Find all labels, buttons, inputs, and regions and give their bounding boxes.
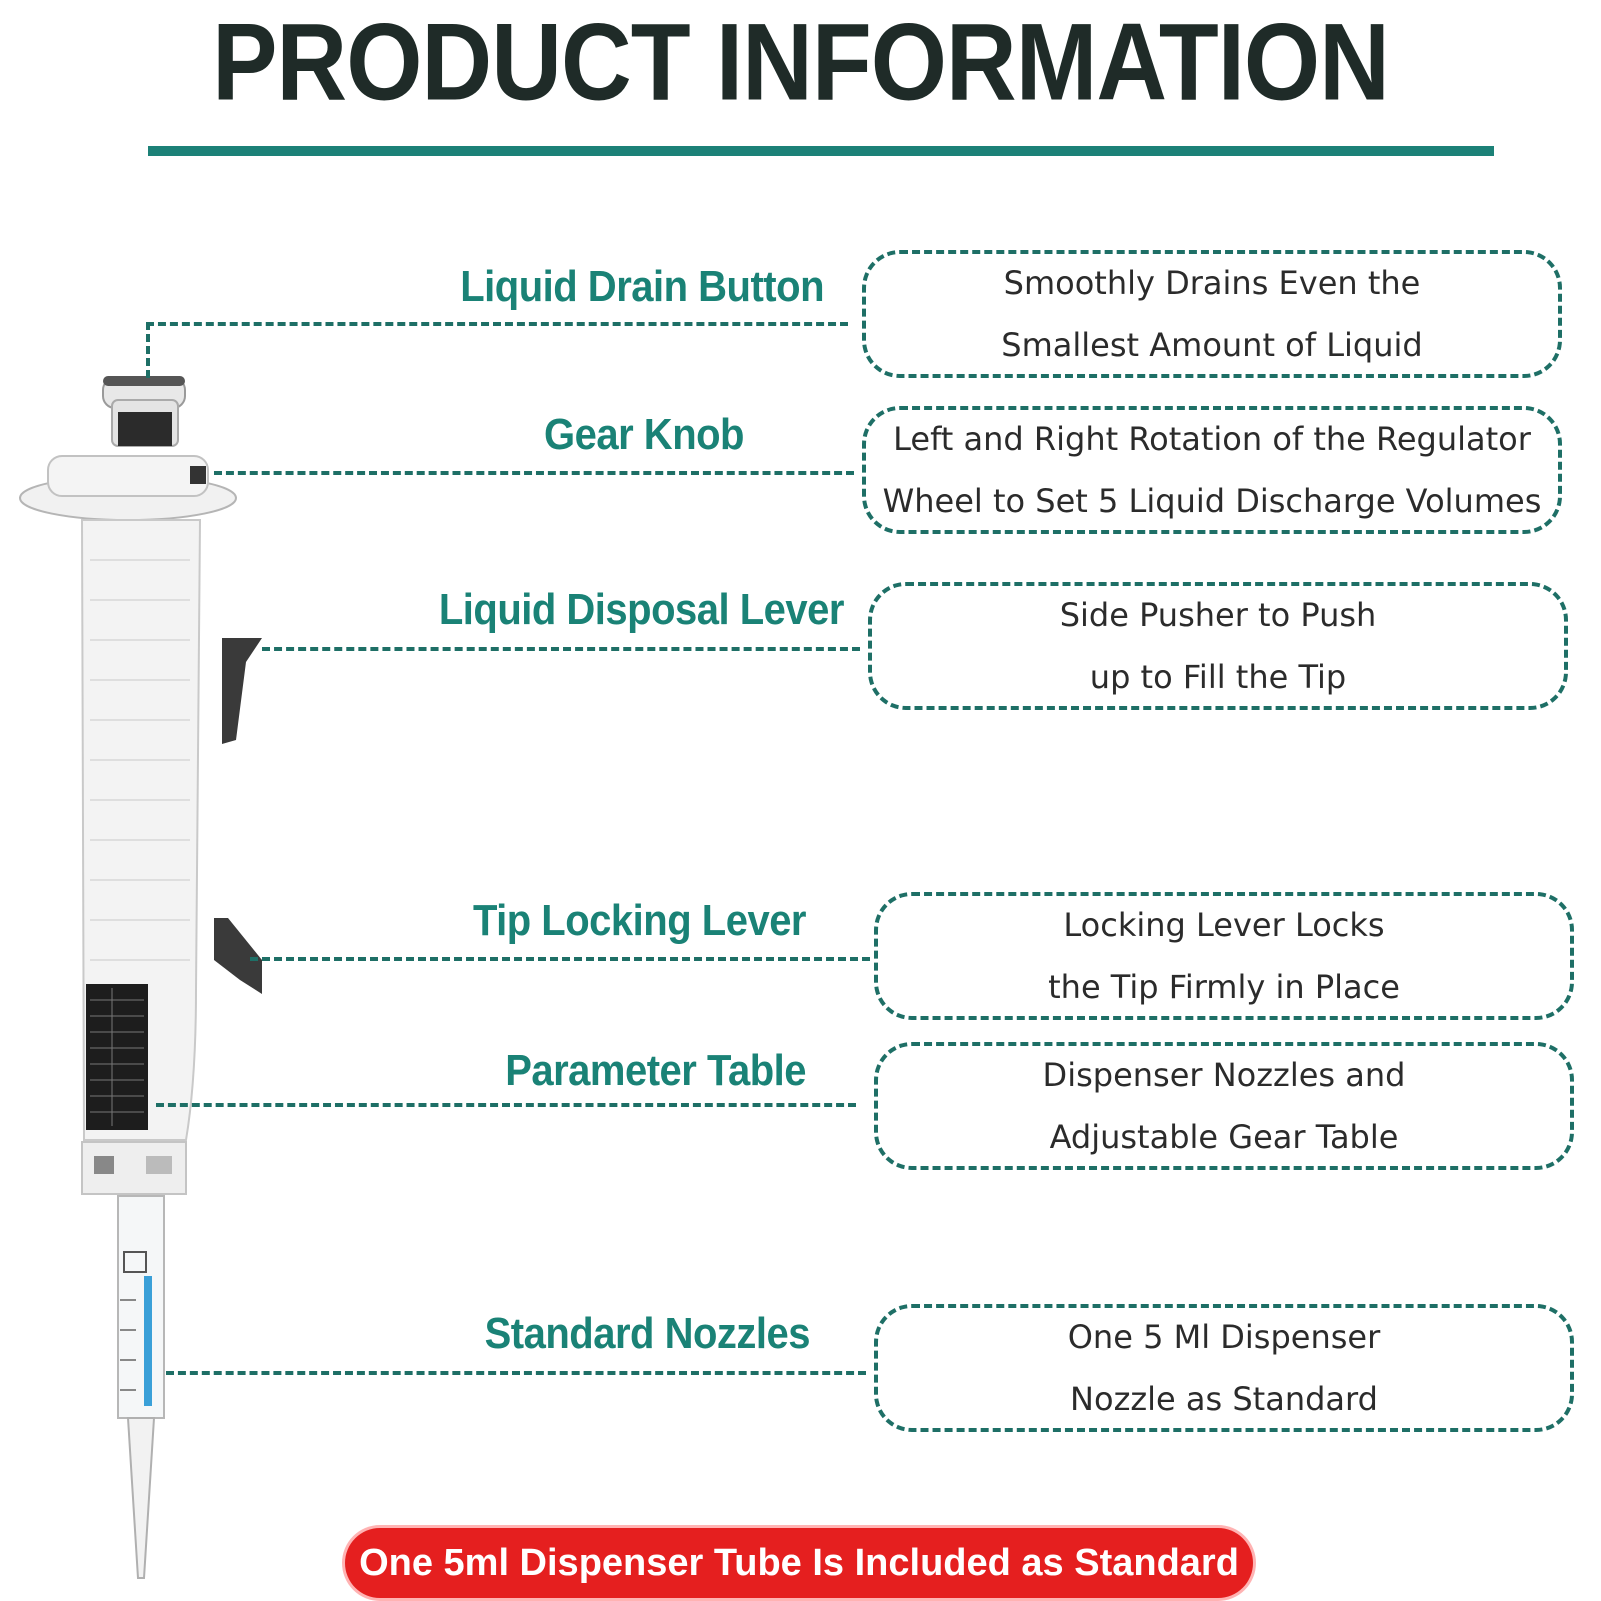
label-gear-knob: Gear Knob xyxy=(544,411,744,459)
page-title: PRODUCT INFORMATION xyxy=(212,0,1389,124)
nozzle-tube-icon xyxy=(118,1196,164,1578)
leader-line-disposal xyxy=(262,647,860,651)
leader-line-gear xyxy=(214,471,854,475)
desc-line: Left and Right Rotation of the Regulator xyxy=(893,420,1531,458)
desc-line: Dispenser Nozzles and xyxy=(1042,1056,1406,1094)
label-tip-locking-lever: Tip Locking Lever xyxy=(472,897,806,945)
label-liquid-disposal-lever: Liquid Disposal Lever xyxy=(438,586,844,634)
standard-tube-banner: One 5ml Dispenser Tube Is Included as Standard xyxy=(345,1528,1253,1598)
desc-line: Smallest Amount of Liquid xyxy=(1001,326,1423,364)
desc-box-tip-locking-lever xyxy=(874,892,1574,1020)
desc-line: Wheel to Set 5 Liquid Discharge Volumes xyxy=(882,482,1542,520)
leader-line-parameter xyxy=(156,1103,856,1107)
desc-line: Nozzle as Standard xyxy=(1070,1380,1378,1418)
leader-line-drain xyxy=(146,322,848,326)
desc-box-parameter-table xyxy=(874,1042,1574,1170)
desc-box-liquid-drain-button xyxy=(862,250,1562,378)
desc-box-gear-knob xyxy=(862,406,1562,534)
leader-drop-drain xyxy=(146,322,150,378)
parameter-table-icon xyxy=(86,984,148,1130)
desc-box-liquid-disposal-lever xyxy=(868,582,1568,710)
desc-line: Adjustable Gear Table xyxy=(1049,1118,1399,1156)
desc-box-standard-nozzles xyxy=(874,1304,1574,1432)
disposal-lever-icon xyxy=(222,638,262,744)
gear-knob-icon xyxy=(20,456,236,520)
desc-line: the Tip Firmly in Place xyxy=(1048,968,1400,1006)
label-liquid-drain-button: Liquid Drain Button xyxy=(460,263,824,311)
desc-line: Locking Lever Locks xyxy=(1063,906,1385,944)
label-standard-nozzles: Standard Nozzles xyxy=(484,1310,810,1358)
desc-line: up to Fill the Tip xyxy=(1089,658,1347,696)
leader-line-nozzle xyxy=(166,1371,866,1375)
desc-line: Smoothly Drains Even the xyxy=(1003,264,1421,302)
desc-line: Side Pusher to Push xyxy=(1059,596,1377,634)
desc-line: One 5 Ml Dispenser xyxy=(1067,1318,1381,1356)
label-parameter-table: Parameter Table xyxy=(505,1047,806,1095)
leader-line-locking xyxy=(250,957,870,961)
